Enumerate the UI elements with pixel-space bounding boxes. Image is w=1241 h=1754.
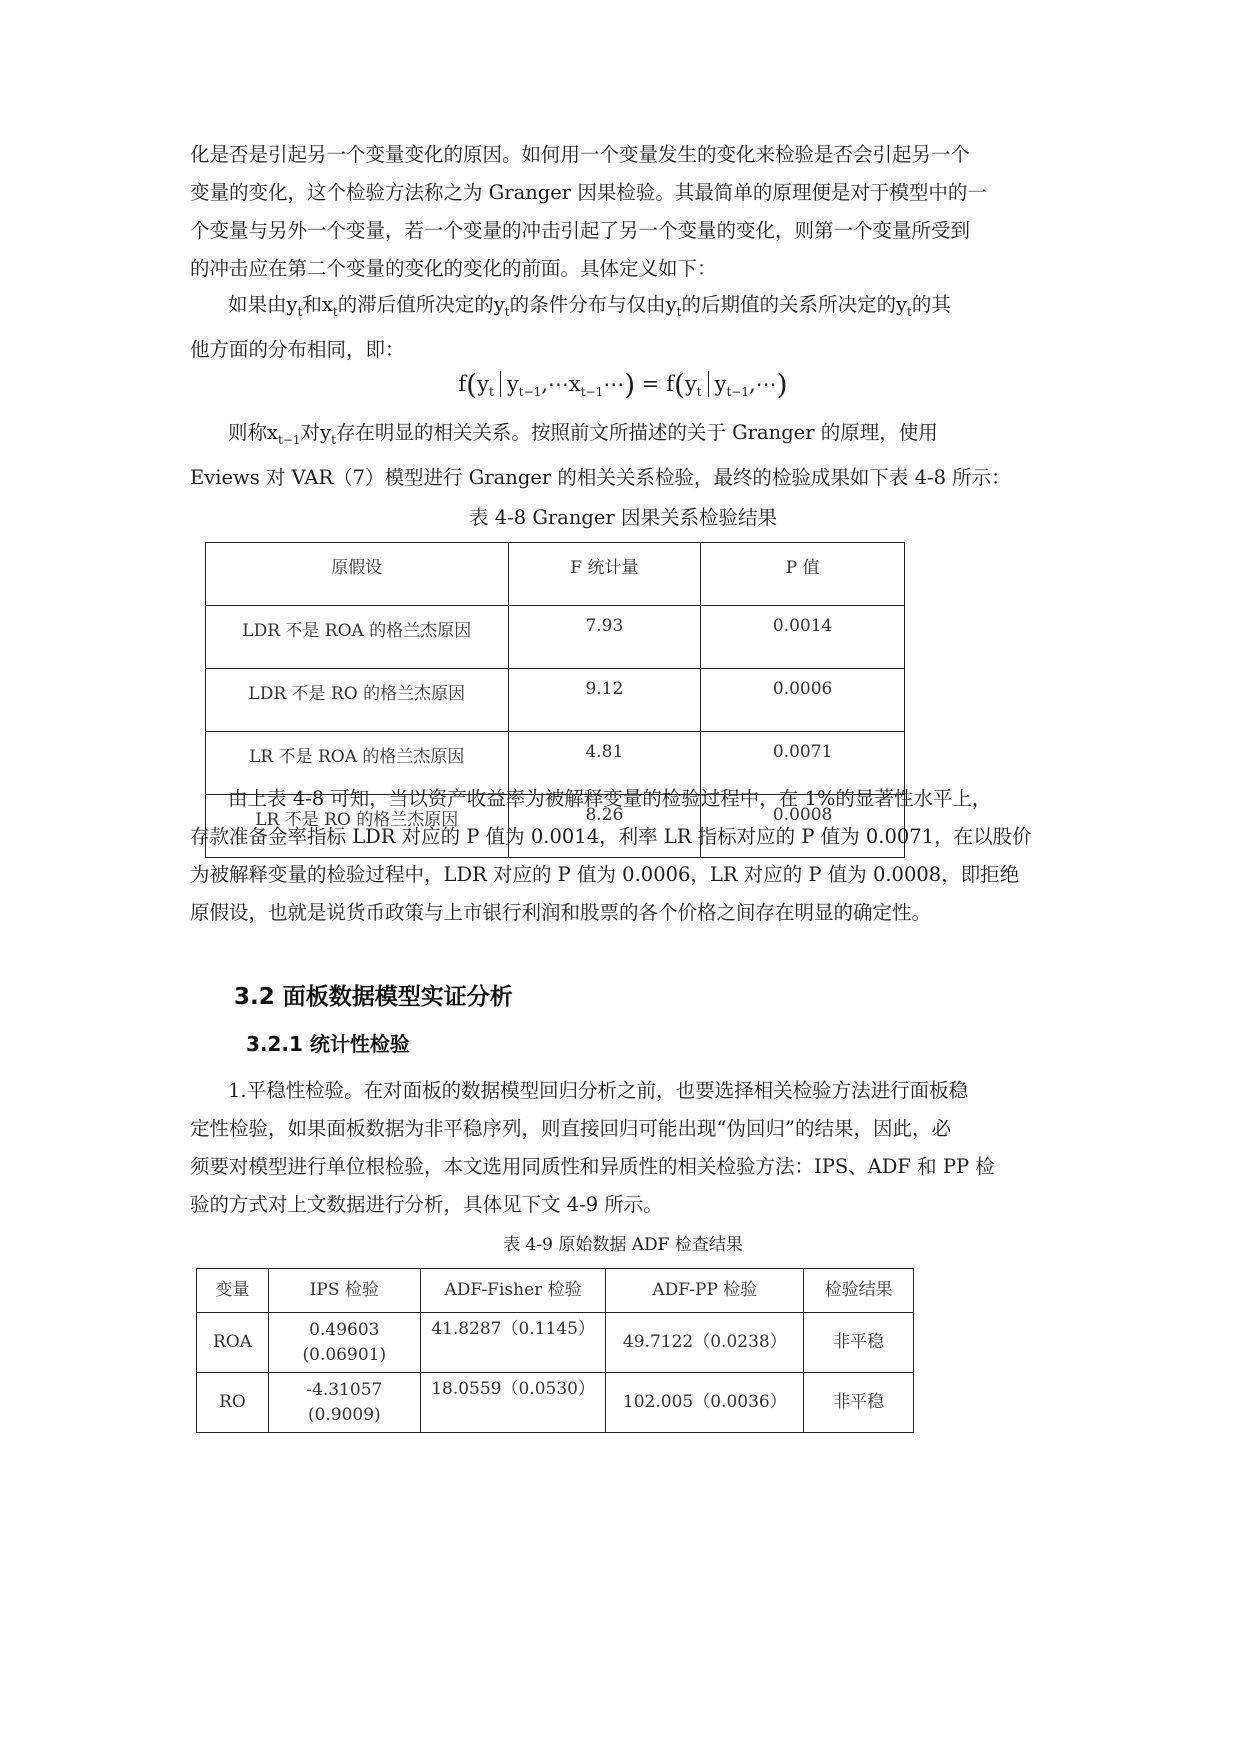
- stationarity-paragraph: [190, 1072, 1056, 1224]
- paragraph-line: 1.平稳性检验。在对面板的数据模型回归分析之前，也要选择相关检验方法进行面板稳: [228, 1079, 969, 1102]
- text: 的其: [911, 293, 951, 316]
- math-var: $y_t$: [895, 293, 912, 319]
- text: 和: [302, 293, 322, 316]
- table-cell: 0.0014: [701, 606, 905, 669]
- paragraph-line: 原假设，也就是说货币政策与上市银行利润和股票的各个价格之间存在明显的确定性。: [190, 901, 932, 924]
- table-cell: 非平稳: [804, 1313, 914, 1373]
- paragraph-line: 则称$x_{t-1}$对$y_t$存在明显的相关关系。按照前文所描述的关于 Granger 的原理，使用: [228, 421, 938, 447]
- table-4-9: [196, 1268, 914, 1433]
- paragraph-line: 为被解释变量的检验过程中，LDR 对应的 P 值为 0.0006，LR 对应的 P 值为 0.0008，即拒绝: [190, 863, 1020, 886]
- table-cell: 8.26: [508, 795, 701, 858]
- table-row: [197, 1313, 914, 1373]
- table-cell: 18.0559（0.0530）: [420, 1373, 606, 1433]
- conclusion-intro-paragraph: [190, 414, 1056, 497]
- header-cell: 检验结果: [804, 1269, 914, 1313]
- math-var: $y_t$: [286, 293, 303, 319]
- table-cell: 0.0071: [701, 732, 905, 795]
- table-cell: 0.0006: [701, 669, 905, 732]
- table-cell: RO: [197, 1373, 269, 1433]
- table-cell: LR 不是 ROA 的格兰杰原因: [206, 732, 509, 795]
- definition-line-1: [190, 286, 1056, 331]
- table-4-8-caption: 表 4-8 Granger 因果关系检验结果: [469, 506, 777, 529]
- paragraph-line: 个变量与另外一个变量，若一个变量的冲击引起了另一个变量的变化，则第一个变量所受到: [190, 219, 971, 242]
- header-cell: ADF-Fisher 检验: [420, 1269, 606, 1313]
- paragraph-line: Eviews 对 VAR（7）模型进行 Granger 的相关关系检验，最终的检验成果如下表 4-8 所示：: [190, 466, 1011, 489]
- text: 的滞后值所决定的: [337, 293, 494, 316]
- table-cell: 0.0008: [701, 795, 905, 858]
- analysis-paragraph: [190, 780, 1056, 932]
- paragraph-line: 变量的变化，这个检验方法称之为 Granger 因果检验。其最简单的原理便是对于模型中的一: [190, 181, 987, 204]
- text: 的条件分布与仅由: [509, 293, 666, 316]
- table-cell: ROA: [197, 1313, 269, 1373]
- table-cell: 102.005（0.0036）: [606, 1373, 804, 1433]
- text: 如果由: [228, 293, 287, 316]
- table-cell: 9.12: [508, 669, 701, 732]
- math-var: $x_t$: [321, 293, 338, 319]
- paragraph-line: 定性检验，如果面板数据为非平稳序列，则直接回归可能出现“伪回归”的结果，因此，必: [190, 1117, 951, 1140]
- text: 的后期值的关系所决定的: [681, 293, 896, 316]
- math-var: $y_t$: [493, 293, 510, 319]
- table-cell: 0.49603 (0.06901): [268, 1313, 420, 1373]
- header-cell: 原假设: [206, 543, 509, 606]
- table-cell: LDR 不是 RO 的格兰杰原因: [206, 669, 509, 732]
- header-cell: 变量: [197, 1269, 269, 1313]
- table-row: [206, 606, 905, 669]
- header-cell: IPS 检验: [268, 1269, 420, 1313]
- definition-line-2: 他方面的分布相同，即：: [190, 338, 405, 361]
- table-header-row: [206, 543, 905, 606]
- paragraph-line: 化是否是引起另一个变量变化的原因。如何用一个变量发生的变化来检验是否会引起另一个: [190, 143, 971, 166]
- paragraph-line: 的冲击应在第二个变量的变化的变化的前面。具体定义如下：: [190, 257, 717, 280]
- paragraph-line: 验的方式对上文数据进行分析，具体见下文 4-9 所示。: [190, 1193, 663, 1216]
- table-cell: 4.81: [508, 732, 701, 795]
- header-cell: ADF-PP 检验: [606, 1269, 804, 1313]
- table-row: [197, 1373, 914, 1433]
- table-cell: -4.31057 (0.9009): [268, 1373, 420, 1433]
- table-cell: 41.8287（0.1145）: [420, 1313, 606, 1373]
- table-cell: 49.7122（0.0238）: [606, 1313, 804, 1373]
- table-cell: LR 不是 RO 的格兰杰原因: [206, 795, 509, 858]
- paragraph-line: 存款准备金率指标 LDR 对应的 P 值为 0.0014，利率 LR 指标对应的 P 值为 0.0071，在以股价: [190, 825, 1032, 848]
- table-4-9-caption: 表 4-9 原始数据 ADF 检查结果: [503, 1235, 743, 1255]
- section-heading: 3.2 面板数据模型实证分析: [234, 984, 513, 1010]
- intro-paragraph: [190, 136, 1056, 288]
- table-cell: 7.93: [508, 606, 701, 669]
- math-var: $y_t$: [665, 293, 682, 319]
- header-cell: F 统计量: [508, 543, 701, 606]
- table-row: [206, 669, 905, 732]
- paragraph-line: 由上表 4-8 可知，当以资产收益率为被解释变量的检验过程中，在 1%的显著性水平上，: [228, 787, 992, 810]
- definition-paragraph: [190, 286, 1056, 369]
- table-cell: LDR 不是 ROA 的格兰杰原因: [206, 606, 509, 669]
- header-cell: P 值: [701, 543, 905, 606]
- table-header-row: [197, 1269, 914, 1313]
- granger-formula: $f(y_t$ $y_{t-1},\cdots x_{t-1}\cdots) = f(y_t$ $y_{t-1},\cdots$): [458, 368, 788, 401]
- table-cell: 非平稳: [804, 1373, 914, 1433]
- subsection-heading: 3.2.1 统计性检验: [246, 1032, 410, 1056]
- paragraph-line: 须要对模型进行单位根检验，本文选用同质性和异质性的相关检验方法：IPS、ADF 和 PP 检: [190, 1155, 995, 1178]
